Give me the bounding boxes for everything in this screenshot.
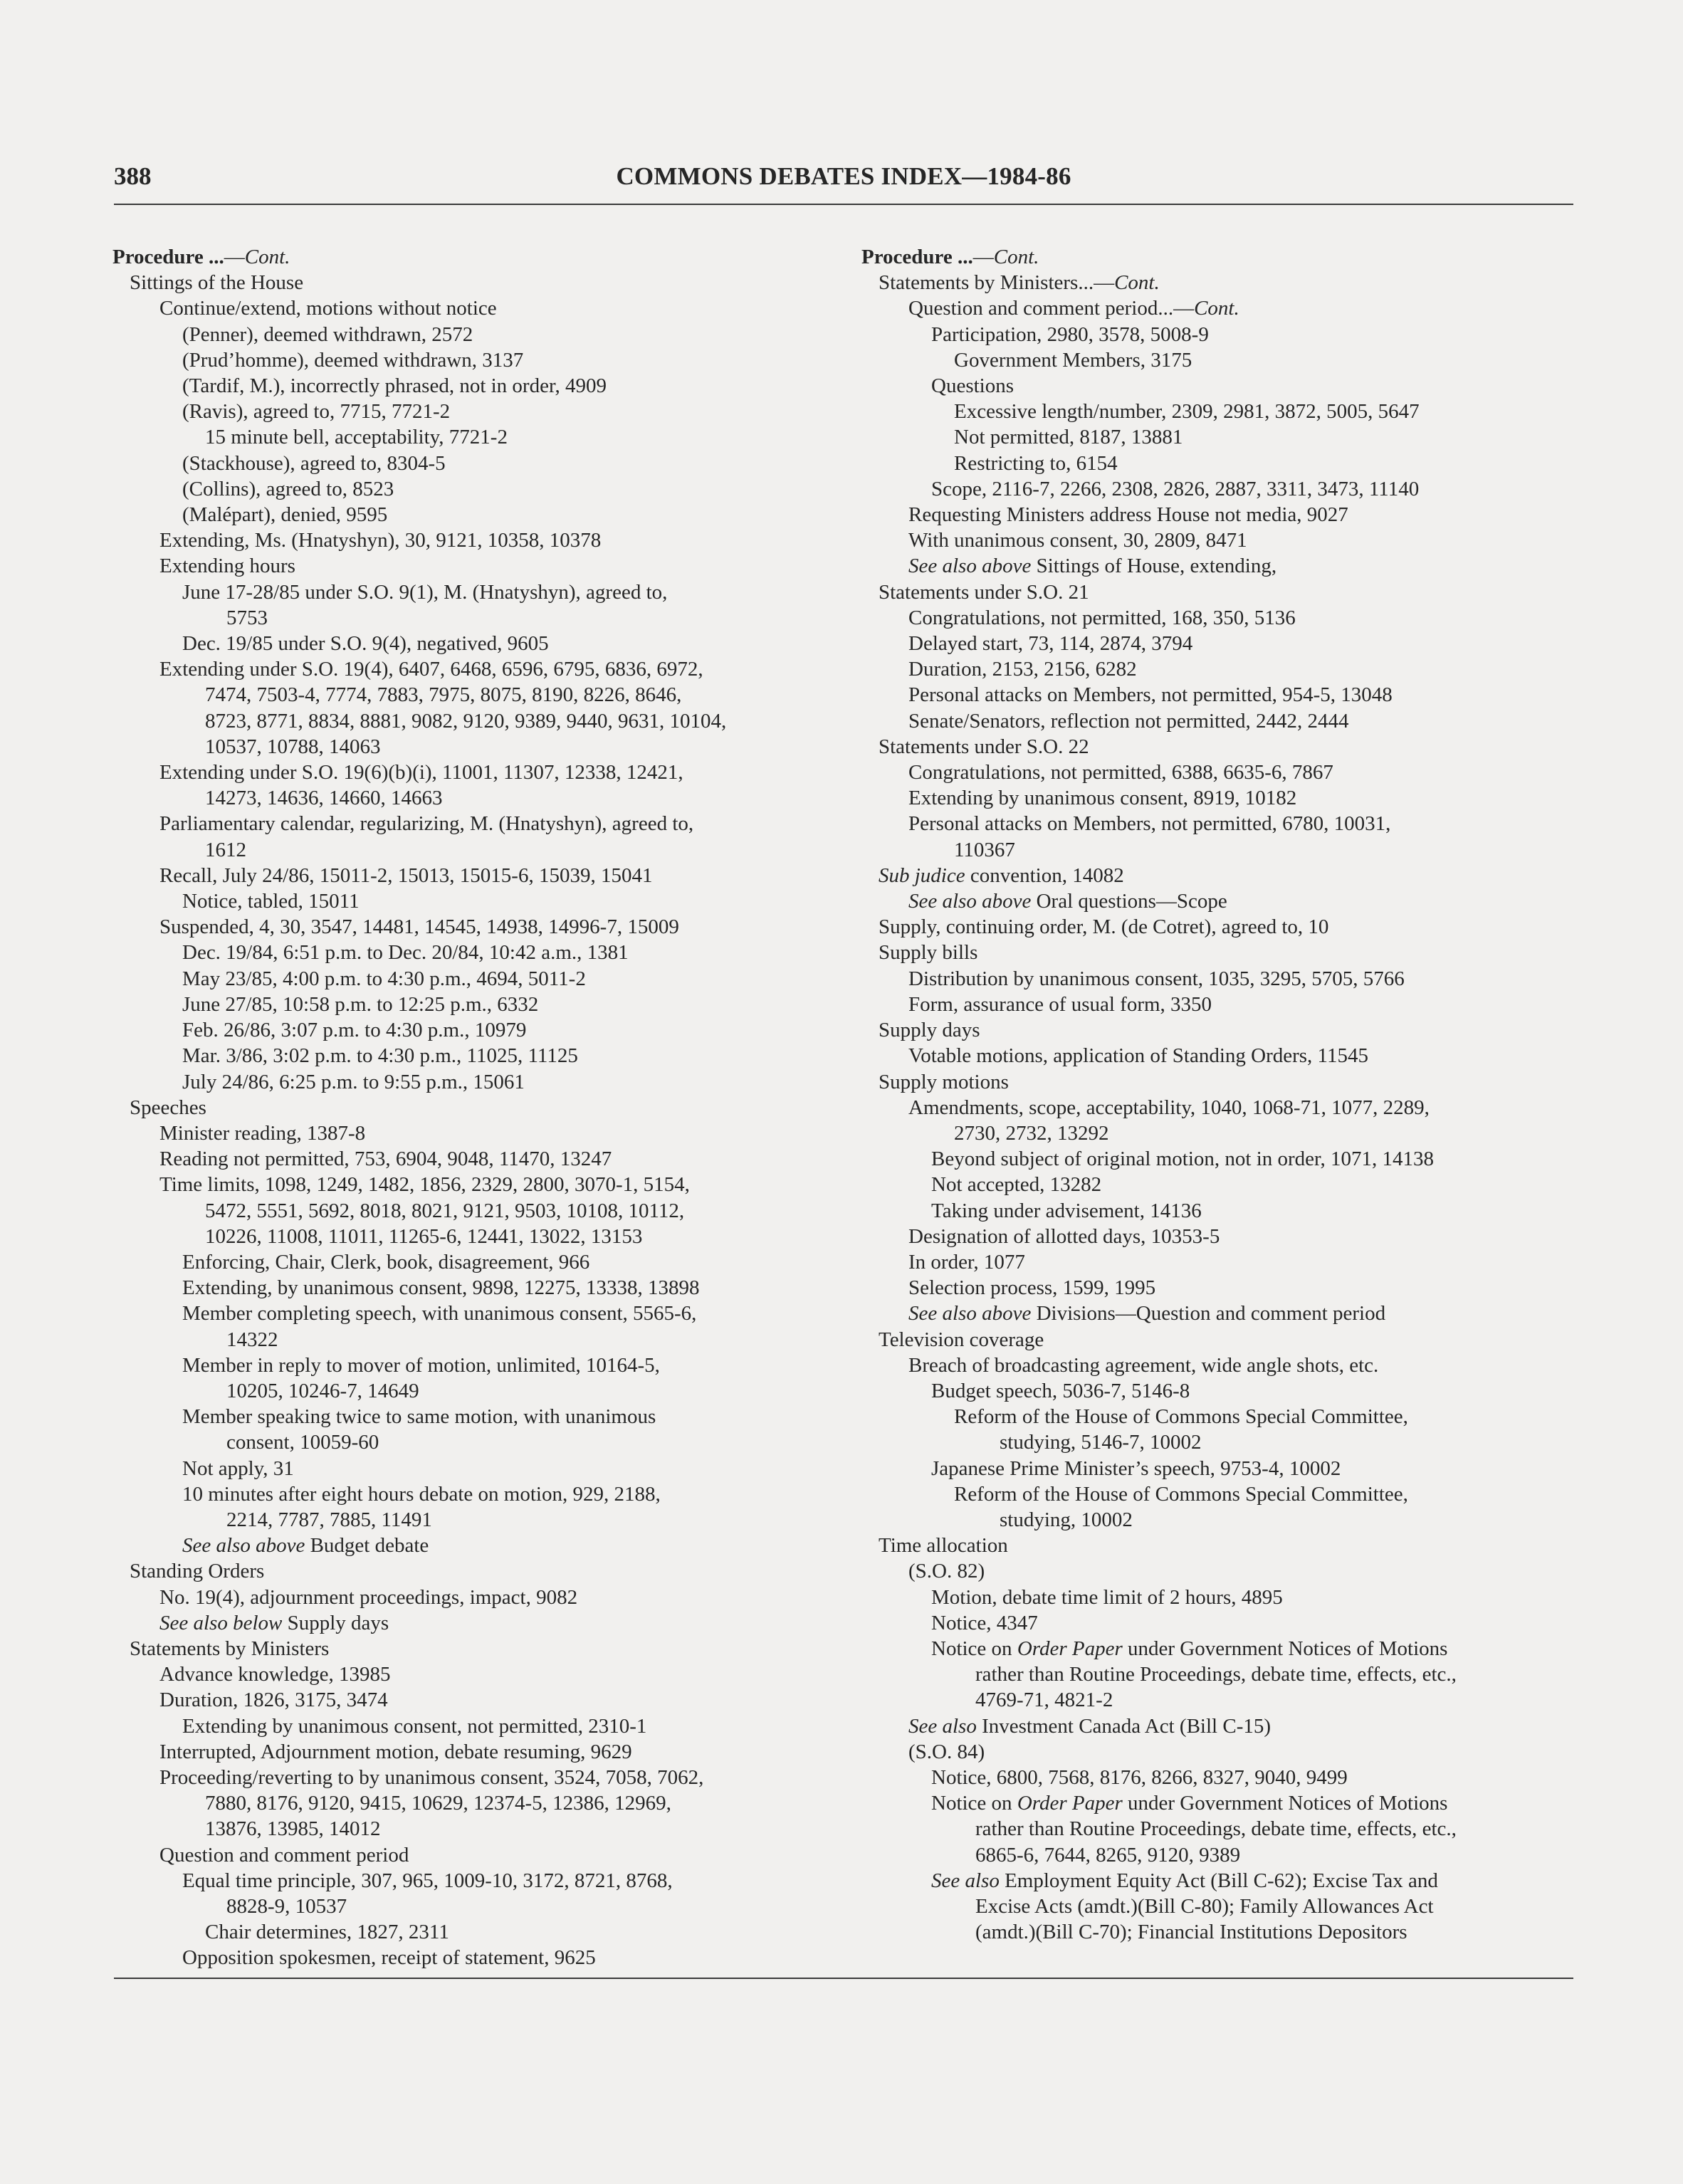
entry-text: Extending hours	[159, 555, 295, 578]
entry-text: Advance knowledge, 13985	[159, 1663, 391, 1686]
index-entry	[112, 1687, 832, 1713]
index-entry	[112, 527, 832, 553]
index-entry	[861, 837, 1580, 863]
index-entry	[861, 1507, 1580, 1533]
entry-text: Selection process, 1599, 1995	[908, 1276, 1156, 1300]
entry-text: With unanimous consent, 30, 2809, 8471	[908, 529, 1247, 552]
entry-text: Member in reply to mover of motion, unlimited, 10164-5,	[182, 1353, 660, 1377]
entry-text: Supply days	[879, 1019, 980, 1042]
entry-text: Amendments, scope, acceptability, 1040, 1068-71, 1077, 2289,	[908, 1096, 1430, 1119]
index-entry	[112, 1765, 832, 1790]
index-entry	[112, 888, 832, 914]
entry-text: Delayed start, 73, 114, 2874, 3794	[908, 632, 1193, 656]
entry-text: Budget debate	[305, 1534, 429, 1558]
entry-text: (amdt.)(Bill C-70); Financial Institutions Depositors	[975, 1921, 1407, 1944]
entry-text: Designation of allotted days, 10353-5	[908, 1224, 1220, 1248]
entry-text: Form, assurance of usual form, 3350	[908, 992, 1212, 1016]
index-entry	[112, 760, 832, 785]
index-entry	[112, 1919, 832, 1945]
entry-text: See also below	[159, 1611, 283, 1634]
entry-text: Interrupted, Adjournment motion, debate resuming, 9629	[159, 1740, 632, 1763]
index-entry	[861, 1558, 1580, 1584]
index-entry	[861, 631, 1580, 656]
entry-text: See also above	[908, 555, 1032, 578]
entry-text: Extending, Ms. (Hnatyshyn), 30, 9121, 10358, 10378	[159, 529, 602, 552]
entry-text: 4769-71, 4821-2	[975, 1689, 1113, 1712]
entry-text: Standing Orders	[130, 1560, 265, 1583]
entry-text: Notice on	[931, 1637, 1017, 1660]
entry-text: Enforcing, Chair, Clerk, book, disagreement, 966	[182, 1250, 590, 1274]
page-title: COMMONS DEBATES INDEX—1984-86	[616, 162, 1071, 190]
index-entry	[112, 1533, 832, 1558]
index-entry	[861, 424, 1580, 450]
entry-text: Cont.	[1194, 297, 1239, 320]
index-entry	[861, 1481, 1580, 1507]
index-entry	[112, 1429, 832, 1455]
entry-text: Minister reading, 1387-8	[159, 1121, 366, 1145]
index-entry	[861, 1404, 1580, 1429]
entry-text: June 27/85, 10:58 p.m. to 12:25 p.m., 6332	[182, 992, 539, 1016]
index-entry	[861, 785, 1580, 811]
entry-text: Excessive length/number, 2309, 2981, 3872, 5005, 5647	[954, 400, 1420, 424]
entry-text: Order Paper	[1017, 1637, 1123, 1660]
entry-text: Suspended, 4, 30, 3547, 14481, 14545, 14938, 14996-7, 15009	[159, 915, 679, 939]
entry-text: 10 minutes after eight hours debate on motion, 929, 2188,	[182, 1482, 661, 1506]
entry-text: under Government Notices of Motions	[1122, 1792, 1448, 1815]
entry-text: Question and comment period...	[908, 297, 1174, 320]
index-column-right	[861, 244, 1580, 1945]
index-entry	[861, 966, 1580, 992]
index-entry	[861, 1146, 1580, 1172]
entry-text: Taking under advisement, 14136	[931, 1199, 1202, 1222]
index-entry	[861, 553, 1580, 579]
entry-text: convention, 14082	[965, 863, 1124, 887]
entry-text: Not permitted, 8187, 13881	[954, 426, 1183, 449]
index-entry	[861, 992, 1580, 1017]
index-entry	[112, 1353, 832, 1378]
entry-text: Proceeding/reverting to by unanimous consent, 3524, 7058, 7062,	[159, 1765, 704, 1789]
index-entry	[861, 1636, 1580, 1661]
index-column-left	[112, 244, 832, 1971]
index-entry	[861, 1327, 1580, 1353]
index-entry	[861, 1429, 1580, 1455]
entry-text: Employment Equity Act (Bill C-62); Excise Tax and	[999, 1869, 1438, 1892]
entry-text: 7880, 8176, 9120, 9415, 10629, 12374-5, 12386, 12969,	[205, 1792, 671, 1815]
index-entry	[112, 502, 832, 527]
entry-text: Continue/extend, motions without notice	[159, 297, 497, 320]
index-entry	[861, 605, 1580, 631]
entry-text: Divisions—Question and comment period	[1031, 1302, 1386, 1325]
entry-text: Congratulations, not permitted, 6388, 6635-6, 7867	[908, 761, 1333, 784]
index-entry	[112, 1017, 832, 1043]
entry-text: Dec. 19/84, 6:51 p.m. to Dec. 20/84, 10:42 a.m., 1381	[182, 941, 629, 965]
entry-text: Japanese Prime Minister’s speech, 9753-4, 10002	[931, 1456, 1341, 1480]
entry-text: rather than Routine Proceedings, debate time, effects, etc.,	[975, 1817, 1457, 1841]
index-entry	[112, 708, 832, 734]
index-entry	[861, 1816, 1580, 1842]
entry-text: (Ravis), agreed to, 7715, 7721-2	[182, 400, 451, 424]
entry-text: Supply bills	[879, 941, 978, 965]
entry-text: under Government Notices of Motions	[1122, 1637, 1448, 1660]
index-entry	[112, 270, 832, 295]
index-entry	[112, 734, 832, 760]
entry-text: Breach of broadcasting agreement, wide angle shots, etc.	[908, 1353, 1379, 1377]
index-entry	[112, 1378, 832, 1404]
entry-text: Equal time principle, 307, 965, 1009-10, 3172, 8721, 8768,	[182, 1869, 673, 1892]
index-entry	[861, 1017, 1580, 1043]
entry-text: Duration, 2153, 2156, 6282	[908, 658, 1137, 681]
entry-text: 13876, 13985, 14012	[205, 1817, 381, 1841]
index-entry	[112, 966, 832, 992]
index-entry	[112, 1661, 832, 1687]
entry-text: See also above	[182, 1534, 305, 1558]
index-entry	[861, 1868, 1580, 1894]
entry-text: studying, 10002	[1000, 1508, 1133, 1531]
index-entry	[112, 656, 832, 682]
index-entry	[861, 1353, 1580, 1378]
index-entry	[112, 399, 832, 424]
entry-text: Reform of the House of Commons Special Committee,	[954, 1405, 1408, 1429]
entry-text: Personal attacks on Members, not permitted, 954-5, 13048	[908, 683, 1393, 707]
index-entry	[861, 1739, 1580, 1765]
entry-text: Senate/Senators, reflection not permitted, 2442, 2444	[908, 709, 1349, 733]
entry-text: Question and comment period	[159, 1843, 409, 1867]
index-entry	[861, 1456, 1580, 1481]
entry-text: Oral questions—Scope	[1031, 890, 1227, 913]
entry-text: Investment Canada Act (Bill C-15)	[976, 1714, 1272, 1738]
entry-text: 110367	[954, 838, 1015, 861]
entry-text: Supply, continuing order, M. (de Cotret), agreed to, 10	[879, 915, 1329, 939]
entry-text: Scope, 2116-7, 2266, 2308, 2826, 2887, 3311, 3473, 11140	[931, 477, 1420, 500]
index-entry	[861, 1198, 1580, 1224]
index-entry	[112, 1404, 832, 1429]
entry-text: Procedure ...	[861, 246, 973, 268]
entry-text: Supply days	[282, 1611, 389, 1634]
entry-text: 2730, 2732, 13292	[954, 1121, 1109, 1145]
entry-text: 14273, 14636, 14660, 14663	[205, 787, 443, 810]
entry-text: June 17-28/85 under S.O. 9(1), M. (Hnatyshyn), agreed to,	[182, 580, 668, 604]
index-entry	[112, 1894, 832, 1919]
index-entry	[861, 1842, 1580, 1868]
entry-text: consent, 10059-60	[226, 1431, 379, 1454]
entry-text: Notice, 6800, 7568, 8176, 8266, 8327, 9040, 9499	[931, 1765, 1348, 1789]
index-entry	[861, 1713, 1580, 1739]
index-entry	[112, 1868, 832, 1894]
index-entry	[861, 1224, 1580, 1249]
index-entry	[112, 1095, 832, 1120]
index-entry	[861, 1120, 1580, 1146]
index-entry	[112, 1507, 832, 1533]
index-entry	[861, 863, 1580, 888]
entry-text: Extending by unanimous consent, not permitted, 2310-1	[182, 1714, 647, 1738]
entry-text: Procedure ...	[112, 246, 224, 268]
entry-text: Television coverage	[879, 1328, 1044, 1351]
index-entry	[861, 1069, 1580, 1095]
header-rule	[114, 204, 1573, 205]
index-entry	[861, 1301, 1580, 1326]
entry-text: Beyond subject of original motion, not in order, 1071, 14138	[931, 1148, 1435, 1171]
entry-text: 8828-9, 10537	[226, 1895, 347, 1918]
entry-text: Reform of the House of Commons Special Committee,	[954, 1482, 1408, 1506]
entry-text: Sittings of the House	[130, 271, 304, 295]
index-entry	[861, 1172, 1580, 1197]
entry-text: Votable motions, application of Standing Orders, 11545	[908, 1044, 1368, 1068]
entry-text: studying, 5146-7, 10002	[1000, 1431, 1202, 1454]
entry-text: 5472, 5551, 5692, 8018, 8021, 9121, 9503, 10108, 10112,	[205, 1199, 685, 1222]
index-entry	[861, 373, 1580, 399]
index-entry	[112, 295, 832, 321]
index-entry	[861, 940, 1580, 965]
entry-text: (Penner), deemed withdrawn, 2572	[182, 322, 473, 346]
index-entry	[112, 940, 832, 965]
index-entry	[112, 1739, 832, 1765]
entry-text: (Collins), agreed to, 8523	[182, 477, 394, 500]
entry-text: 15 minute bell, acceptability, 7721-2	[205, 426, 508, 449]
entry-text: No. 19(4), adjournment proceedings, impact, 9082	[159, 1585, 578, 1609]
entry-text: Duration, 1826, 3175, 3474	[159, 1689, 388, 1712]
entry-text: (Prud’homme), deemed withdrawn, 3137	[182, 348, 524, 372]
index-entry	[861, 399, 1580, 424]
entry-text: —	[1173, 297, 1195, 320]
index-entry	[861, 760, 1580, 785]
index-entry	[861, 811, 1580, 836]
entry-text: 10205, 10246-7, 14649	[226, 1379, 419, 1402]
entry-text: In order, 1077	[908, 1250, 1025, 1274]
entry-text: 7474, 7503-4, 7774, 7883, 7975, 8075, 8190, 8226, 8646,	[205, 683, 682, 707]
index-entry	[861, 1687, 1580, 1713]
index-entry	[112, 1224, 832, 1249]
entry-text: May 23/85, 4:00 p.m. to 4:30 p.m., 4694, 5011-2	[182, 967, 586, 990]
entry-text: (S.O. 84)	[908, 1740, 985, 1763]
index-entry	[112, 631, 832, 656]
index-entry	[112, 1481, 832, 1507]
index-entry	[861, 1585, 1580, 1610]
index-entry	[112, 1456, 832, 1481]
entry-text: Member speaking twice to same motion, with unanimous	[182, 1405, 656, 1429]
entry-text: —	[1094, 271, 1115, 295]
index-entry	[861, 1249, 1580, 1275]
index-entry	[112, 992, 832, 1017]
index-entry	[861, 682, 1580, 708]
index-entry	[861, 1275, 1580, 1301]
index-entry	[861, 1378, 1580, 1404]
index-entry	[112, 1146, 832, 1172]
entry-text: See also	[908, 1714, 977, 1738]
entry-text: Not accepted, 13282	[931, 1173, 1102, 1197]
index-entry	[861, 1095, 1580, 1120]
entry-text: 2214, 7787, 7885, 11491	[226, 1508, 432, 1531]
entry-text: Cont.	[1114, 271, 1160, 295]
entry-text: Supply motions	[879, 1070, 1009, 1093]
index-entry	[112, 785, 832, 811]
index-entry	[112, 682, 832, 708]
index-entry	[112, 863, 832, 888]
entry-text: Opposition spokesmen, receipt of statement, 9625	[182, 1946, 596, 1970]
entry-text: Congratulations, not permitted, 168, 350, 5136	[908, 606, 1296, 629]
index-entry	[861, 476, 1580, 502]
index-entry	[861, 1894, 1580, 1919]
index-entry	[112, 605, 832, 631]
entry-text: Time allocation	[879, 1534, 1008, 1558]
entry-text: Not apply, 31	[182, 1456, 294, 1480]
entry-text: Extending, by unanimous consent, 9898, 12275, 13338, 13898	[182, 1276, 700, 1300]
index-entry	[112, 1713, 832, 1739]
index-entry	[112, 424, 832, 450]
index-entry	[112, 1558, 832, 1584]
index-entry	[861, 888, 1580, 914]
index-entry	[112, 373, 832, 399]
entry-text: —	[972, 246, 994, 268]
entry-text: Statements by Ministers	[130, 1637, 330, 1660]
index-entry	[112, 1790, 832, 1816]
entry-text: Budget speech, 5036-7, 5146-8	[931, 1379, 1190, 1402]
entry-text: 10226, 11008, 11011, 11265-6, 12441, 13022, 13153	[205, 1224, 643, 1248]
entry-text: 5753	[226, 606, 268, 629]
index-entry	[112, 1069, 832, 1095]
entry-text: Extending under S.O. 19(6)(b)(i), 11001, 11307, 12338, 12421,	[159, 761, 683, 784]
index-entry	[112, 579, 832, 605]
index-entry	[861, 734, 1580, 760]
index-entry	[112, 837, 832, 863]
index-entry	[861, 1610, 1580, 1636]
index-entry	[861, 322, 1580, 347]
entry-text: Notice on	[931, 1792, 1017, 1815]
entry-text: Motion, debate time limit of 2 hours, 4895	[931, 1585, 1283, 1609]
page-number: 388	[114, 162, 152, 190]
entry-text: Dec. 19/85 under S.O. 9(4), negatived, 9605	[182, 632, 549, 656]
entry-text: Time limits, 1098, 1249, 1482, 1856, 2329, 2800, 3070-1, 5154,	[159, 1173, 690, 1197]
entry-text: Reading not permitted, 753, 6904, 9048, 11470, 13247	[159, 1148, 612, 1171]
index-entry	[112, 347, 832, 373]
index-entry	[861, 656, 1580, 682]
index-entry	[112, 1120, 832, 1146]
entry-text: rather than Routine Proceedings, debate time, effects, etc.,	[975, 1663, 1457, 1686]
entry-text: Restricting to, 6154	[954, 451, 1118, 475]
entry-text: Cont.	[244, 246, 290, 268]
entry-text: Excise Acts (amdt.)(Bill C-80); Family Allowances Act	[975, 1895, 1434, 1918]
entry-text: Statements under S.O. 21	[879, 580, 1089, 604]
entry-text: 6865-6, 7644, 8265, 9120, 9389	[975, 1843, 1241, 1867]
index-heading	[112, 244, 832, 270]
index-entry	[861, 1919, 1580, 1945]
entry-text: Government Members, 3175	[954, 348, 1192, 372]
entry-text: Notice, tabled, 15011	[182, 890, 360, 913]
entry-text: —	[224, 246, 245, 268]
entry-text: 1612	[205, 838, 246, 861]
index-entry	[112, 322, 832, 347]
index-entry	[861, 914, 1580, 940]
entry-text: See also above	[908, 1302, 1032, 1325]
index-entry	[112, 1842, 832, 1868]
index-entry	[861, 1765, 1580, 1790]
index-entry	[112, 1327, 832, 1353]
entry-text: (Malépart), denied, 9595	[182, 503, 388, 527]
index-heading	[861, 244, 1580, 270]
entry-text: See also above	[908, 890, 1032, 913]
index-entry	[112, 1198, 832, 1224]
index-entry	[112, 914, 832, 940]
index-entry	[112, 1043, 832, 1069]
entry-text: 14322	[226, 1328, 278, 1351]
entry-text: Order Paper	[1017, 1792, 1123, 1815]
index-entry	[861, 502, 1580, 527]
index-entry	[861, 270, 1580, 295]
entry-text: Parliamentary calendar, regularizing, M. (Hnatyshyn), agreed to,	[159, 812, 694, 836]
entry-text: Participation, 2980, 3578, 5008-9	[931, 322, 1209, 346]
index-entry	[112, 1172, 832, 1197]
entry-text: Personal attacks on Members, not permitted, 6780, 10031,	[908, 812, 1391, 836]
entry-text: Extending under S.O. 19(4), 6407, 6468, 6596, 6795, 6836, 6972,	[159, 658, 703, 681]
entry-text: Sub judice	[879, 863, 965, 887]
index-entry	[112, 1249, 832, 1275]
index-entry	[861, 579, 1580, 605]
index-entry	[861, 1533, 1580, 1558]
entry-text: Distribution by unanimous consent, 1035, 3295, 5705, 5766	[908, 967, 1405, 990]
index-entry	[112, 553, 832, 579]
index-entry	[861, 451, 1580, 476]
index-entry	[112, 1610, 832, 1636]
index-entry	[112, 1301, 832, 1326]
entry-text: Recall, July 24/86, 15011-2, 15013, 15015-6, 15039, 15041	[159, 863, 653, 887]
entry-text: Sittings of House, extending,	[1031, 555, 1277, 578]
index-entry	[861, 527, 1580, 553]
entry-text: 8723, 8771, 8834, 8881, 9082, 9120, 9389, 9440, 9631, 10104,	[205, 709, 727, 733]
entry-text: Speeches	[130, 1096, 206, 1119]
entry-text: Notice, 4347	[931, 1611, 1038, 1634]
entry-text: (Tardif, M.), incorrectly phrased, not in order, 4909	[182, 374, 607, 398]
entry-text: (S.O. 82)	[908, 1560, 985, 1583]
index-entry	[112, 1585, 832, 1610]
index-entry	[861, 708, 1580, 734]
index-entry	[112, 811, 832, 836]
entry-text: Cont.	[993, 246, 1039, 268]
entry-text: 10537, 10788, 14063	[205, 735, 381, 758]
index-entry	[861, 1790, 1580, 1816]
entry-text: Member completing speech, with unanimous consent, 5565-6,	[182, 1302, 697, 1325]
index-entry	[112, 451, 832, 476]
index-entry	[112, 1275, 832, 1301]
entry-text: Mar. 3/86, 3:02 p.m. to 4:30 p.m., 11025, 11125	[182, 1044, 578, 1068]
entry-text: Requesting Ministers address House not media, 9027	[908, 503, 1348, 527]
footer-rule	[114, 1978, 1573, 1979]
index-entry	[861, 295, 1580, 321]
entry-text: Extending by unanimous consent, 8919, 10182	[908, 787, 1297, 810]
entry-text: See also	[931, 1869, 1000, 1892]
index-entry	[861, 347, 1580, 373]
index-entry	[861, 1043, 1580, 1069]
entry-text: Questions	[931, 374, 1014, 398]
entry-text: Statements by Ministers...	[879, 271, 1094, 295]
entry-text: Statements under S.O. 22	[879, 735, 1089, 758]
entry-text: (Stackhouse), agreed to, 8304-5	[182, 451, 446, 475]
index-entry	[112, 1945, 832, 1970]
index-entry	[112, 1816, 832, 1842]
index-entry	[112, 476, 832, 502]
entry-text: July 24/86, 6:25 p.m. to 9:55 p.m., 15061	[182, 1070, 525, 1093]
entry-text: Feb. 26/86, 3:07 p.m. to 4:30 p.m., 10979	[182, 1019, 527, 1042]
index-entry	[861, 1661, 1580, 1687]
page-header	[114, 162, 1573, 205]
index-entry	[112, 1636, 832, 1661]
entry-text: Chair determines, 1827, 2311	[205, 1921, 449, 1944]
